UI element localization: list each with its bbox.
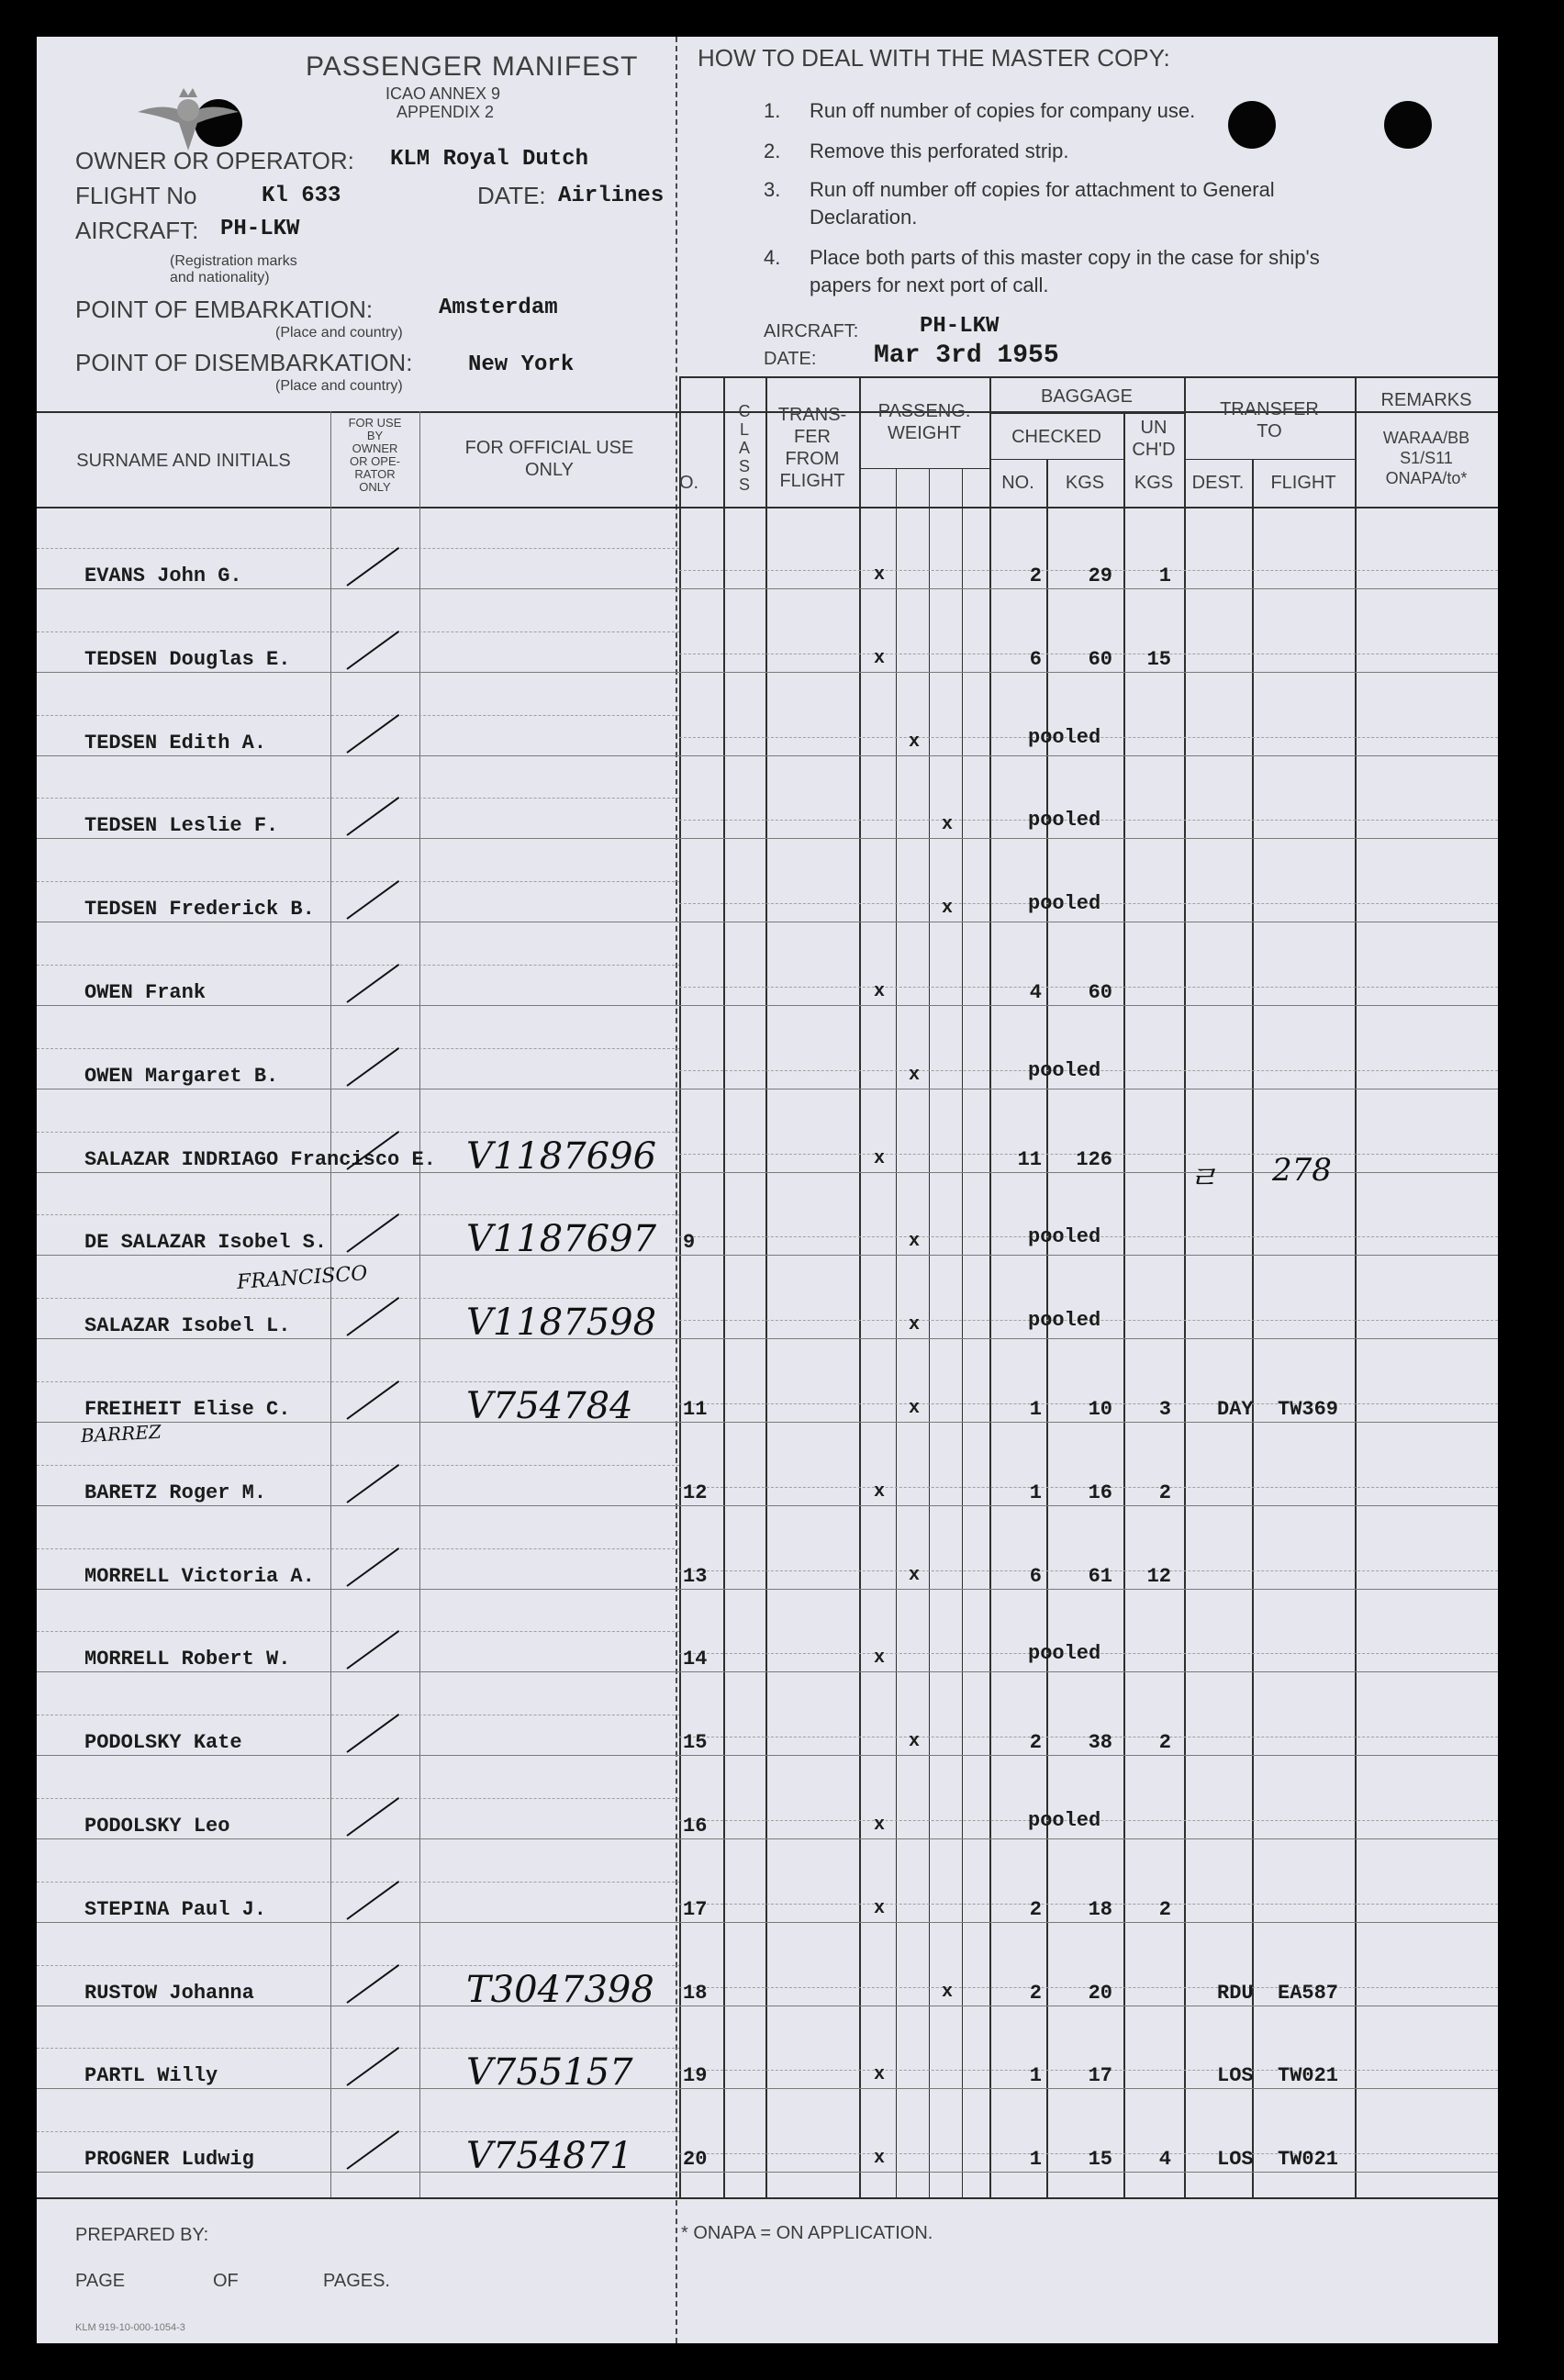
passenger-no: 11 [683,1398,708,1421]
row-divider [37,1838,1498,1839]
perforation-line [676,37,677,2343]
passenger-name: DE SALAZAR Isobel S. [84,1231,328,1254]
passport-number: V1187697 [466,1218,657,1260]
instruction-4-num: 4. [764,246,781,269]
date-value: Airlines [558,184,665,208]
col-sep-weight [859,376,861,2197]
flight-value: Kl 633 [262,184,341,208]
baggage-pooled: pooled [1028,809,1101,832]
prepared-by-label: PREPARED BY: [75,2225,209,2245]
weight-mark: x [874,1481,886,1503]
weight-mark: x [874,2148,886,2169]
passenger-no: 19 [683,2064,708,2087]
handwritten-scribble: ㄹ [1188,1160,1218,1197]
row-subdivider [37,2048,679,2049]
passenger-name: PODOLSKY Kate [84,1731,242,1754]
check-tick [346,797,399,836]
instructions-date-label: DATE: [764,349,817,369]
passenger-no: 16 [683,1815,708,1838]
weight-mark: x [909,1065,921,1086]
pages-label: PAGES. [323,2271,390,2291]
weight-mark: x [942,814,954,835]
weight-mark: x [909,1731,921,1752]
passenger-name: SALAZAR Isobel L. [84,1314,291,1337]
col-header-dest: DEST. [1191,473,1245,493]
row-divider [37,672,1498,673]
transfer-flight: TW021 [1278,2064,1339,2087]
aircraft-value: PH-LKW [220,217,300,241]
instructions-aircraft-label: AIRCRAFT: [764,321,859,341]
col-header-remarks: REMARKS [1380,390,1472,410]
baggage-count: 1 [1029,1481,1042,1504]
col-sep-owner [330,411,331,2197]
passenger-name: PROGNER Ludwig [84,2148,254,2171]
passenger-name: MORRELL Victoria A. [84,1565,315,1588]
aircraft-label: AIRCRAFT: [75,217,199,244]
col-header-flight: FLIGHT [1270,473,1336,493]
baggage-kgs: 15 [1088,2148,1112,2171]
baggage-count: 1 [1029,2064,1042,2087]
passenger-name: PODOLSKY Leo [84,1815,230,1838]
manifest-sheet [37,37,1498,2343]
passenger-no: 9 [683,1231,696,1254]
passenger-name: SALAZAR INDRIAGO Francisco E. [84,1148,436,1171]
instruction-3-num: 3. [764,178,781,201]
passenger-name: RUSTOW Johanna [84,1982,254,2005]
owner-value: KLM Royal Dutch [390,147,589,172]
passenger-no: 12 [683,1481,708,1504]
table-header-bottom [37,507,1498,508]
transfer-flight: TW369 [1278,1398,1339,1421]
passport-number: V754871 [466,2135,633,2177]
passenger-name: OWEN Margaret B. [84,1065,279,1088]
check-tick [346,1964,399,2004]
baggage-count: 6 [1029,648,1042,671]
transfer-dest: DAY [1217,1398,1254,1421]
baggage-kgs: 20 [1088,1982,1112,2005]
check-tick [346,1881,399,1920]
row-divider [37,1505,1498,1506]
passenger-no: 14 [683,1648,708,1670]
of-label: OF [213,2271,239,2291]
onapa-note: * ONAPA = ON APPLICATION. [681,2223,933,2243]
row-divider [37,1922,1498,1923]
passenger-name: STEPINA Paul J. [84,1898,267,1921]
weight-mark: x [942,1982,954,2003]
check-tick [346,1714,399,1753]
row-subdivider [37,631,679,632]
unchecked-kgs: 2 [1158,1731,1171,1754]
row-divider [37,588,1498,589]
row-divider [37,1589,1498,1590]
weight-mark: x [874,1815,886,1836]
weight-mark: x [909,1398,921,1419]
weight-mark: x [874,1898,886,1919]
page-label: PAGE [75,2271,126,2291]
baggage-kgs: 17 [1088,2064,1112,2087]
baggage-pooled: pooled [1028,1059,1101,1082]
row-subdivider [37,548,679,549]
col-sep-remarks [1355,376,1357,2197]
baggage-pooled: pooled [1028,892,1101,915]
baggage-count: 2 [1029,564,1042,587]
passport-number: T3047398 [466,1969,654,2011]
baggage-sub-line [989,413,1184,414]
row-subdivider [37,1381,679,1382]
col-header-unchd-kgs: KGS [1134,473,1174,493]
embark-note: (Place and country) [275,325,403,341]
row-subdivider [37,1465,679,1466]
check-tick [346,1630,399,1670]
col-sep-transfer [765,376,767,2197]
handwritten-francisco: FRANCISCO [236,1262,369,1294]
row-divider [37,2088,1498,2089]
annex-label: ICAO ANNEX 9 [385,84,501,103]
baggage-kgs: 18 [1088,1898,1112,1921]
disembark-label: POINT OF DISEMBARKATION: [75,349,413,376]
passenger-name: TEDSEN Douglas E. [84,648,291,671]
baggage-kgs: 126 [1076,1148,1112,1171]
row-subdivider [37,1298,679,1299]
weight-mark: x [874,2064,886,2085]
weight-mark: x [874,564,886,586]
row-subdivider [37,1798,679,1799]
passport-number: V1187696 [466,1135,657,1178]
check-tick [346,714,399,754]
baggage-count: 4 [1029,981,1042,1004]
passenger-no: 13 [683,1565,708,1588]
row-subdivider [37,1548,679,1549]
row-divider [37,1255,1498,1256]
unchecked-kgs: 15 [1146,648,1171,671]
baggage-kgs: 61 [1088,1565,1112,1588]
baggage-pooled: pooled [1028,1225,1101,1248]
date-label: DATE: [477,182,546,209]
disembark-value: New York [468,352,575,377]
row-divider [37,838,1498,839]
col-header-checked: CHECKED [1011,427,1101,447]
baggage-kgs: 38 [1088,1731,1112,1754]
col-sep-unchd [1123,413,1125,2197]
handwritten-barrez: BARREZ [80,1420,162,1447]
row-subdivider [37,1882,679,1883]
unchecked-kgs: 3 [1158,1398,1171,1421]
weight-mark: x [874,648,886,669]
check-tick [346,880,399,920]
baggage-pooled: pooled [1028,1809,1101,1832]
embark-label: POINT OF EMBARKATION: [75,296,374,323]
check-tick [346,631,399,670]
col-header-transfer-from: TRANS- FER FROM FLIGHT [777,405,847,491]
baggage-count: 1 [1029,1398,1042,1421]
col-header-surname: SURNAME AND INITIALS [76,451,291,471]
row-subdivider [37,1132,679,1133]
row-divider [37,755,1498,756]
row-divider [37,1755,1498,1756]
check-tick [346,2130,399,2170]
check-tick [346,1213,399,1253]
instruction-1-num: 1. [764,99,781,122]
transfer-dest: RDU [1217,1982,1254,2005]
baggage-count: 11 [1017,1148,1042,1171]
row-divider [37,1422,1498,1423]
col-header-baggage: BAGGAGE [1040,386,1134,407]
unchecked-kgs: 12 [1146,1565,1171,1588]
appendix-label: APPENDIX 2 [397,103,495,121]
transfer-dest: LOS [1217,2064,1254,2087]
passenger-name: PARTL Willy [84,2064,218,2087]
passenger-no: 15 [683,1731,708,1754]
check-tick [346,1297,399,1336]
baggage-count: 1 [1029,2148,1042,2171]
instructions-date-value: Mar 3rd 1955 [874,341,1059,370]
row-subdivider [37,798,679,799]
owner-label: OWNER OR OPERATOR: [75,147,354,174]
transfer-flight: 278 [1272,1152,1332,1189]
weight-mark: x [909,1231,921,1252]
col-header-checked-no: NO. [1001,473,1034,493]
baggage-count: 2 [1029,1982,1042,2005]
instruction-4-text: Place both parts of this master copy in the case for ship's papers for next port of call. [810,246,1320,296]
embark-value: Amsterdam [439,296,558,320]
unchecked-kgs: 2 [1158,1898,1171,1921]
manifest-title: PASSENGER MANIFEST [306,51,639,82]
weight-mark: x [909,1314,921,1335]
col-sep-dest [1252,459,1254,2197]
check-tick [346,2047,399,2086]
row-divider [37,1005,1498,1006]
col-sep-w1 [896,468,897,2197]
weight-mark: x [874,981,886,1002]
baggage-pooled: pooled [1028,1642,1101,1665]
row-subdivider [37,881,679,882]
unchecked-kgs: 1 [1158,564,1171,587]
row-subdivider [37,2131,679,2132]
passenger-name: MORRELL Robert W. [84,1648,291,1670]
passenger-name: TEDSEN Frederick B. [84,898,315,921]
check-tick [346,547,399,587]
row-subdivider [37,1048,679,1049]
instructions-title: HOW TO DEAL WITH THE MASTER COPY: [698,44,1170,72]
baggage-count: 6 [1029,1565,1042,1588]
baggage-count: 2 [1029,1731,1042,1754]
col-header-official: FOR OFFICIAL USE ONLY [464,438,634,480]
row-divider [37,1338,1498,1339]
passenger-name: BARETZ Roger M. [84,1481,267,1504]
transfer-flight: TW021 [1278,2148,1339,2171]
col-sep-w2 [929,468,930,2197]
col-header-transfer-to: TRANSFER TO [1220,399,1319,441]
check-tick [346,1797,399,1837]
instruction-1-text: Run off number of copies for company use. [810,99,1196,122]
baggage-pooled: pooled [1028,726,1101,749]
instruction-3-text: Run off number off copies for attachment to General Declaration. [810,178,1275,229]
baggage-pooled: pooled [1028,1309,1101,1332]
passenger-no: 17 [683,1898,708,1921]
baggage-count: 2 [1029,1898,1042,1921]
unchecked-kgs: 4 [1158,2148,1171,2171]
table-bottom-border [37,2197,1498,2199]
passenger-name: TEDSEN Leslie F. [84,814,279,837]
check-tick [346,964,399,1003]
weight-mark: x [874,1648,886,1669]
unchecked-kgs: 2 [1158,1481,1171,1504]
transfer-flight: EA587 [1278,1982,1339,2005]
baggage-kgs: 10 [1088,1398,1112,1421]
baggage-kgs: 16 [1088,1481,1112,1504]
weight-mark: x [909,1565,921,1586]
col-header-pass-weight: PASSENG. WEIGHT [877,401,971,443]
check-tick [346,1380,399,1420]
passenger-name: FREIHEIT Elise C. [84,1398,291,1421]
passenger-name: EVANS John G. [84,564,242,587]
col-sep-official [419,411,420,2197]
row-divider [37,1671,1498,1672]
baggage-kgs: 60 [1088,648,1112,671]
col-header-owner-use: FOR USE BY OWNER OR OPE- RATOR ONLY [348,416,402,494]
instructions-aircraft-value: PH-LKW [920,314,1000,339]
disembark-note: (Place and country) [275,378,403,394]
instruction-2-num: 2. [764,140,781,162]
col-sep-unchd-right [1184,376,1186,2197]
passenger-name: OWEN Frank [84,981,207,1004]
check-tick [346,1548,399,1587]
col-header-checked-kgs: KGS [1065,473,1105,493]
checked-sub-line [989,459,1123,460]
weight-mark: x [942,898,954,919]
passport-number: V1187598 [466,1302,657,1344]
row-subdivider [37,965,679,966]
passport-number: V755157 [466,2051,633,2094]
transfer-sub-line [1184,459,1355,460]
col-header-remarks-sub: WARAA/BB S1/S11 ONAPA/to* [1382,429,1470,487]
col-sep-no [679,376,681,2197]
col-sep-w3 [962,468,963,2197]
check-tick [346,1464,399,1503]
row-subdivider [37,1631,679,1632]
weight-mark: x [909,732,921,753]
header-right-top [679,376,1498,378]
baggage-kgs: 60 [1088,981,1112,1004]
row-divider [37,2172,1498,2173]
check-tick [346,1047,399,1087]
weight-mark: x [874,1148,886,1169]
flight-label: FLIGHT No [75,182,197,209]
passenger-no: 20 [683,2148,708,2171]
row-subdivider [37,1214,679,1215]
punch-hole-middle [1228,101,1276,149]
col-sep-class [723,376,725,2197]
form-code: KLM 919-10-000-1054-3 [75,2322,185,2333]
instruction-2-text: Remove this perforated strip. [810,140,1069,162]
row-subdivider [37,1965,679,1966]
passport-number: V754784 [466,1385,633,1427]
aircraft-note: (Registration marks and nationality) [170,253,297,285]
passenger-name: TEDSEN Edith A. [84,732,267,754]
passenger-no: 18 [683,1982,708,2005]
col-header-no: O. [679,473,699,493]
weight-sub-line [859,468,989,469]
row-subdivider [37,715,679,716]
transfer-dest: LOS [1217,2148,1254,2171]
col-header-class: C L A S S [738,402,751,494]
col-header-unchd: UN CH'D [1132,418,1176,460]
punch-hole-right [1384,101,1432,149]
baggage-kgs: 29 [1088,564,1112,587]
